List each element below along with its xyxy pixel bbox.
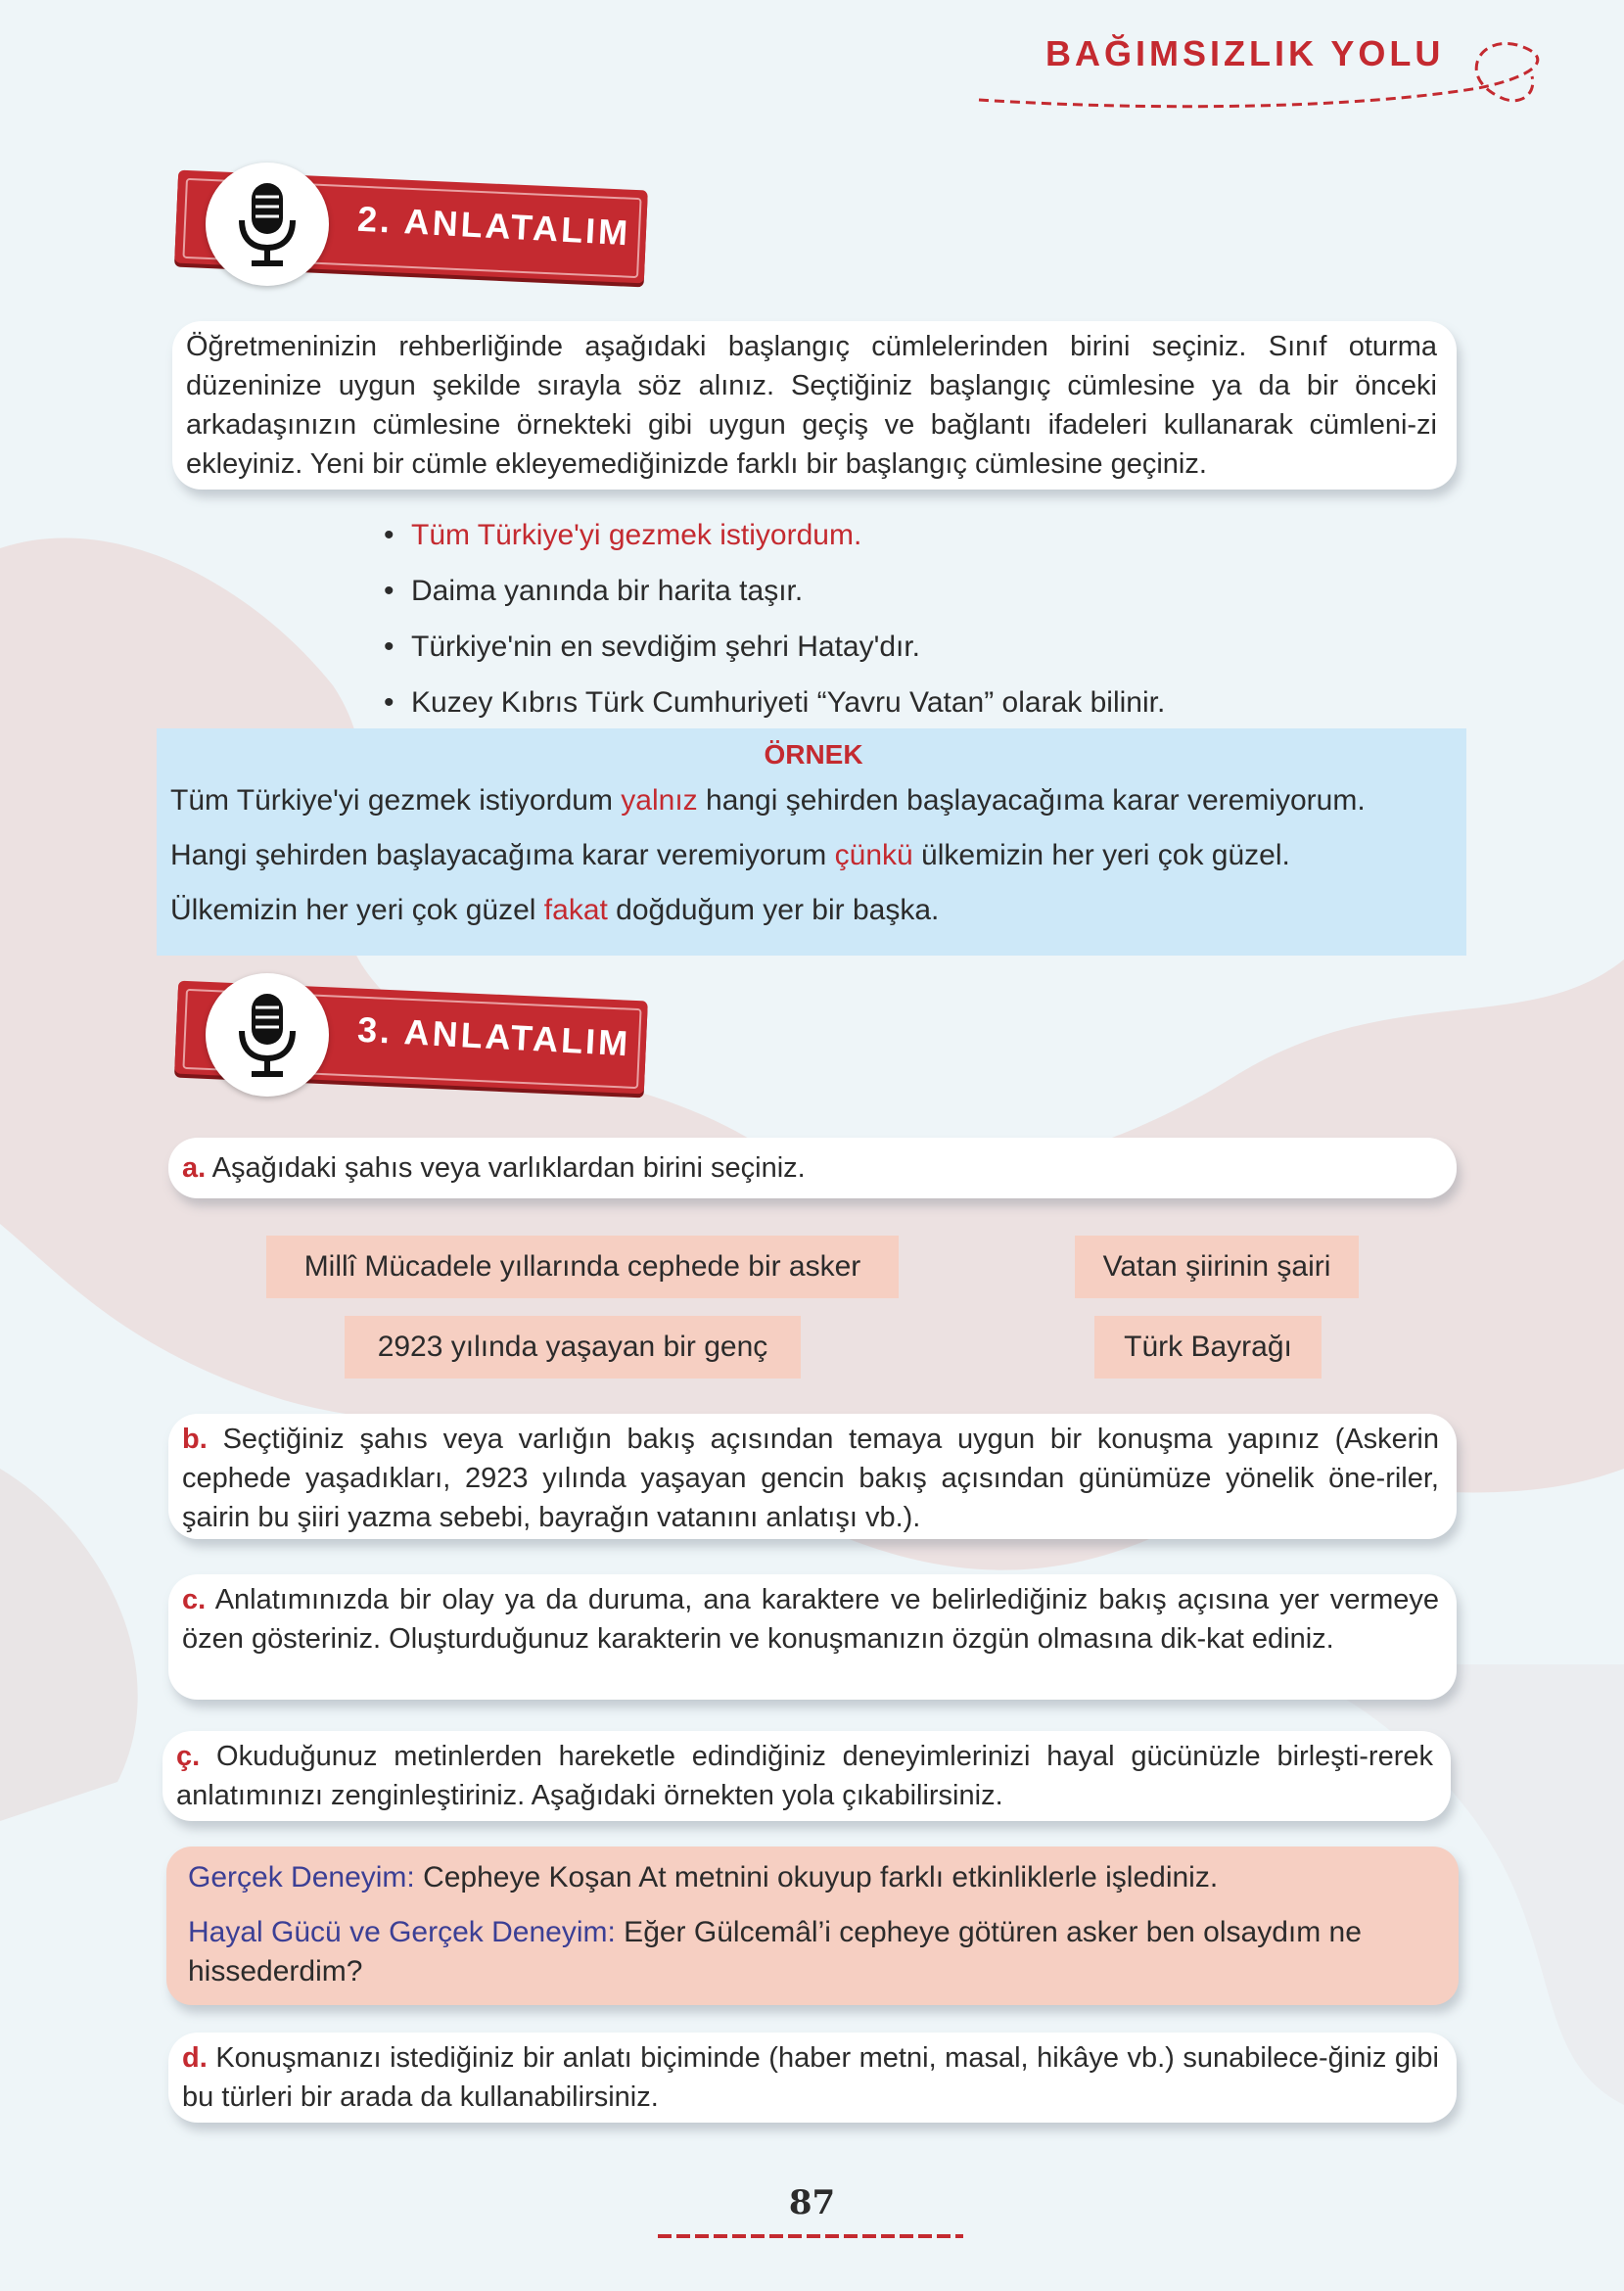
item-d-text: Konuşmanızı istediğiniz bir anlatı biçiminde (haber metni, masal, hikâye vb.) sunabilece-ğiniz gibi bu türleri bir arada da kullanabilirsiniz. xyxy=(182,2042,1439,2113)
starting-sentences-list xyxy=(384,507,1165,730)
item-b-text: Seçtiğiniz şahıs veya varlığın bakış açısından temaya uygun bir konuşma yapınız (Askerin cephede yaşadıkları, 2923 yılında yaşayan gencin bakış açısından günümüze yönelik öne-riler, şairin bu şiiri yazma sebebi, bayrağın vatanını anlatışı vb.). xyxy=(182,1424,1439,1533)
list-item: • Tüm Türkiye'yi gezmek istiyordum. xyxy=(384,518,862,551)
list-item: • Kuzey Kıbrıs Türk Cumhuriyeti “Yavru Vatan” olarak bilinir. xyxy=(384,685,1166,719)
section-2-instruction-box xyxy=(172,321,1457,490)
microphone-icon xyxy=(206,973,329,1097)
page-number-dashes xyxy=(654,2228,967,2244)
section-2-badge xyxy=(166,166,656,284)
section-3-badge xyxy=(166,977,656,1095)
item-b-box: b. Seçtiğiniz şahıs veya varlığın bakış açısından temaya uygun bir konuşma yapınız (Askerin cephede yaşadıkları, 2923 yılında yaşayan gencin bakış açısından günümüze yönelik öne-riler, şairin bu şiiri yazma sebebi, bayrağın vatanını anlatışı vb.). xyxy=(168,1414,1457,1539)
choice-poet: Vatan şiirinin şairi xyxy=(1075,1236,1359,1298)
example-box xyxy=(157,728,1466,956)
real-experience-label: Gerçek Deneyim: xyxy=(188,1861,415,1894)
item-d-box: d. Konuşmanızı istediğiniz bir anlatı biçiminde (haber metni, masal, hikâye vb.) sunabilece-ğiniz gibi bu türleri bir arada da kullanabilirsiniz. xyxy=(168,2033,1457,2123)
item-cc-box: ç. Okuduğunuz metinlerden hareketle edindiğiniz deneyimlerinizi hayal gücünüzle birleşti-rerek anlatımınızı zenginleştiriniz. Aşağıdaki örnekten yola çıkabilirsiniz. xyxy=(162,1731,1451,1821)
list-item: • Daima yanında bir harita taşır. xyxy=(384,574,804,607)
item-cc-text: Okuduğunuz metinlerden hareketle edindiğiniz deneyimlerinizi hayal gücünüzle birleşti-rerek anlatımınızı zenginleştiriniz. Aşağıdaki örnekten yola çıkabilirsiniz. xyxy=(176,1741,1433,1811)
choice-flag: Türk Bayrağı xyxy=(1094,1316,1322,1379)
section-2-title: 2. ANLATALIM xyxy=(356,198,632,254)
choice-young-person: 2923 yılında yaşayan bir genç xyxy=(345,1316,801,1379)
item-c-text: Anlatımınızda bir olay ya da duruma, ana karaktere ve belirlediğiniz bakış açısına yer vermeye özen gösteriniz. Oluşturduğunuz karakterin ve konuşmanızın özgün olmasına dik-kat ediniz. xyxy=(182,1584,1439,1655)
section-2-instruction: Öğretmeninizin rehberliğinde aşağıdaki başlangıç cümlelerinden birini seçiniz. Sınıf oturma düzeninize uygun şekilde sırayla söz alınız. Seçtiğiniz başlangıç cümlesine ya da bir önceki arkadaşınızın cümlesine örnekteki gibi uygun geçiş ve bağlantı ifadeleri kullanarak cümleni-zi ekleyiniz. Yeni bir cümle ekleyemediğinizde farklı bir başlangıç cümlesine geçiniz. xyxy=(186,331,1437,480)
section-3-title: 3. ANLATALIM xyxy=(356,1008,632,1064)
example-line: Hangi şehirden başlayacağıma karar veremiyorum çünkü ülkemizin her yeri çok güzel. xyxy=(170,839,1290,871)
list-item: • Türkiye'nin en sevdiğim şehri Hatay'dır. xyxy=(384,630,921,663)
item-a-text: Aşağıdaki şahıs veya varlıklardan birini seçiniz. xyxy=(206,1152,806,1184)
choice-soldier: Millî Mücadele yıllarında cephede bir asker xyxy=(266,1236,899,1298)
example-title: ÖRNEK xyxy=(764,739,863,770)
header-dashed-swirl xyxy=(969,18,1556,135)
example-line: Tüm Türkiye'yi gezmek istiyordum yalnız hangi şehirden başlayacağıma karar veremiyorum. xyxy=(170,784,1366,817)
real-experience-box: Gerçek Deneyim: Cepheye Koşan At metnini okuyup farklı etkinliklerle işlediniz. Hayal Gücü ve Gerçek Deneyim: Eğer Gülcemâl’i cepheye götüren asker ben olsaydım ne hissederdim? xyxy=(166,1847,1459,2005)
imagination-label: Hayal Gücü ve Gerçek Deneyim: xyxy=(188,1916,616,1948)
example-line: Ülkemizin her yeri çok güzel fakat doğduğum yer bir başka. xyxy=(170,894,940,926)
item-a-box: a. Aşağıdaki şahıs veya varlıklardan birini seçiniz. xyxy=(168,1138,1457,1198)
page-number: 87 xyxy=(788,2183,836,2222)
header-title: BAĞIMSIZLIK YOLU xyxy=(1045,33,1445,73)
item-c-box: c. Anlatımınızda bir olay ya da duruma, ana karaktere ve belirlediğiniz bakış açısına yer vermeye özen gösteriniz. Oluşturduğunuz karakterin ve konuşmanızın özgün olmasına dik-kat ediniz. xyxy=(168,1574,1457,1700)
microphone-icon xyxy=(206,163,329,286)
